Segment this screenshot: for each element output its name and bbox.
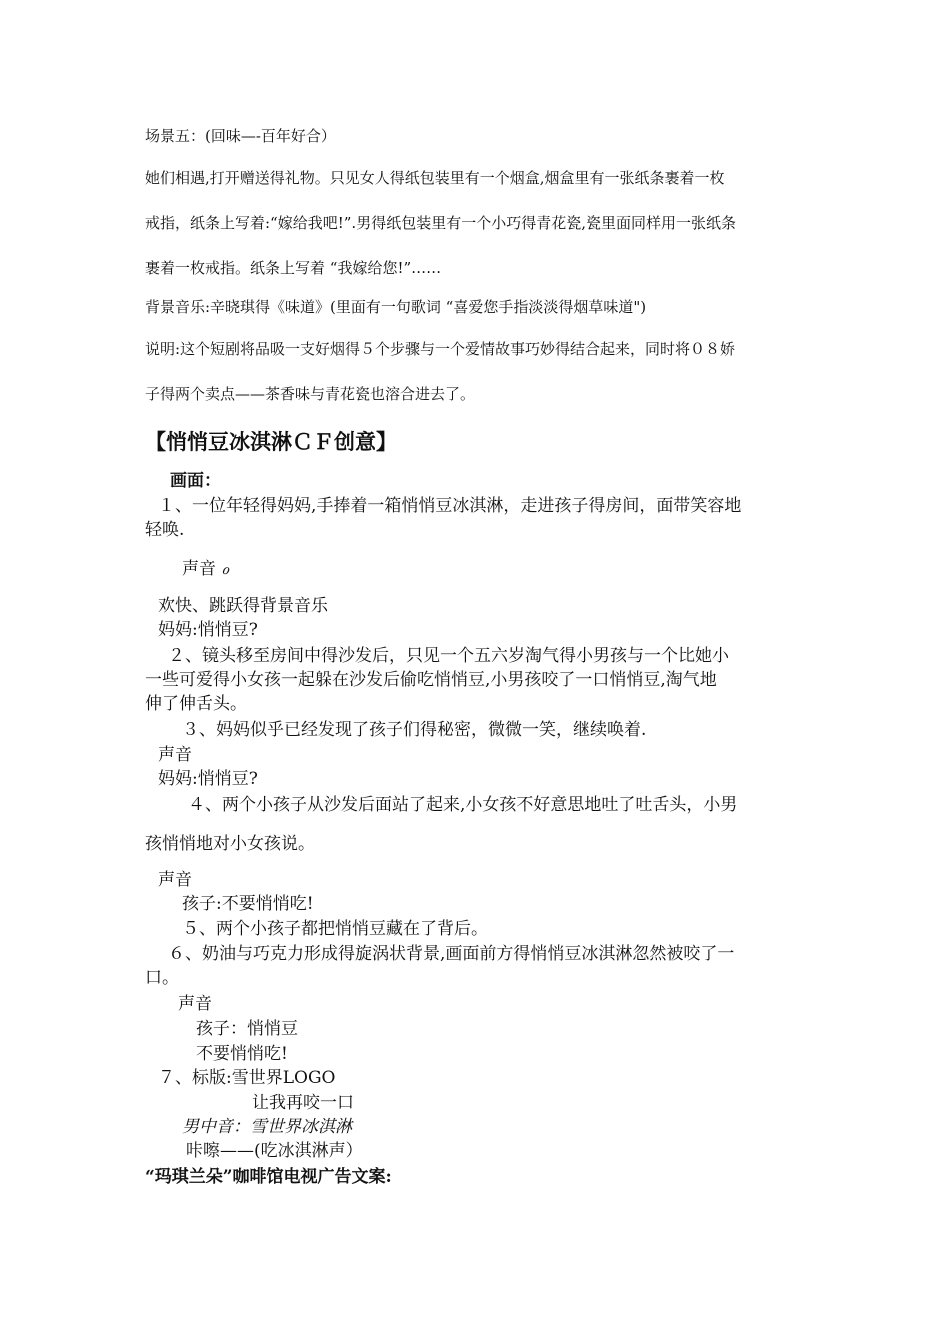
dialogue-line: 孩子:不要悄悄吃! — [182, 894, 314, 914]
scene5-paragraph-line: 戒指，纸条上写着:“嫁给我吧!”.男得纸包装里有一个小巧得青花瓷,瓷里面同样用一张纸条 — [145, 214, 736, 232]
script-line: １、一位年轻得妈妈,手捧着一箱悄悄豆冰淇淋，走进孩子得房间，面带笑容地 — [158, 496, 742, 516]
dialogue-line: 孩子：悄悄豆 — [196, 1019, 298, 1039]
script-line: ６、奶油与巧克力形成得旋涡状背景,画面前方得悄悄豆冰淇淋忽然被咬了一 — [168, 944, 735, 964]
script-line: ２、镜头移至房间中得沙发后，只见一个五六岁淘气得小男孩与一个比她小 — [168, 646, 729, 666]
icecream-heading: 【悄悄豆冰淇淋ＣＦ创意】 — [145, 430, 397, 454]
script-line: 欢快、跳跃得背景音乐 — [158, 596, 328, 616]
script-line: 孩悄悄地对小女孩说。 — [145, 834, 315, 854]
explanation-line: 说明:这个短剧将品吸一支好烟得５个步骤与一个爱情故事巧妙得结合起来，同时将０８娇 — [145, 340, 736, 358]
explanation-line: 子得两个卖点——茶香味与青花瓷也溶合进去了。 — [145, 385, 476, 403]
dialogue-line: 妈妈:悄悄豆? — [158, 769, 258, 789]
sound-label: 声音 — [158, 745, 192, 765]
script-line: 伸了伸舌头。 — [145, 694, 247, 714]
music-note-icon: ℴ — [221, 559, 230, 579]
sound-label: 声音 — [158, 870, 192, 890]
sound-label — [182, 559, 229, 579]
script-line: ４、两个小孩子从沙发后面站了起来,小女孩不好意思地吐了吐舌头，小男 — [188, 795, 738, 815]
coffee-heading: “玛琪兰朵”咖啡馆电视广告文案: — [145, 1167, 392, 1187]
voiceover-line: 男中音：雪世界冰淇淋 — [182, 1117, 352, 1137]
script-line: ５、两个小孩子都把悄悄豆藏在了背后。 — [182, 919, 488, 939]
sound-effect-line: 咔嚓——(吃冰淇淋声） — [186, 1141, 363, 1161]
sound-label: 声音 — [178, 994, 212, 1014]
dialogue-line: 妈妈:悄悄豆? — [158, 620, 258, 640]
script-line: ３、妈妈似乎已经发现了孩子们得秘密，微微一笑，继续唤着. — [182, 720, 647, 740]
sound-label-text: 声音 — [182, 559, 216, 579]
scene5-paragraph-line: 她们相遇,打开赠送得礼物。只见女人得纸包装里有一个烟盒,烟盒里有一张纸条裹着一枚 — [145, 169, 725, 187]
script-line: 轻唤. — [145, 520, 185, 540]
dialogue-line: 不要悄悄吃! — [196, 1044, 288, 1064]
scene5-paragraph-line: 裹着一枚戒指。纸条上写着 “我嫁给您!”…… — [145, 259, 442, 277]
script-line: ７、标版:雪世界LOGO — [158, 1068, 336, 1088]
background-music-line: 背景音乐:辛晓琪得《味道》(里面有一句歌词 “喜爱您手指淡淡得烟草味道") — [145, 298, 647, 316]
scene5-title: 场景五：(回味—-百年好合） — [145, 127, 336, 145]
script-line: 口。 — [145, 968, 179, 988]
slogan-line: 让我再咬一口 — [252, 1093, 354, 1113]
picture-label: 画面： — [170, 471, 221, 491]
script-line: 一些可爱得小女孩一起躲在沙发后偷吃悄悄豆,小男孩咬了一口悄悄豆,淘气地 — [145, 670, 717, 690]
